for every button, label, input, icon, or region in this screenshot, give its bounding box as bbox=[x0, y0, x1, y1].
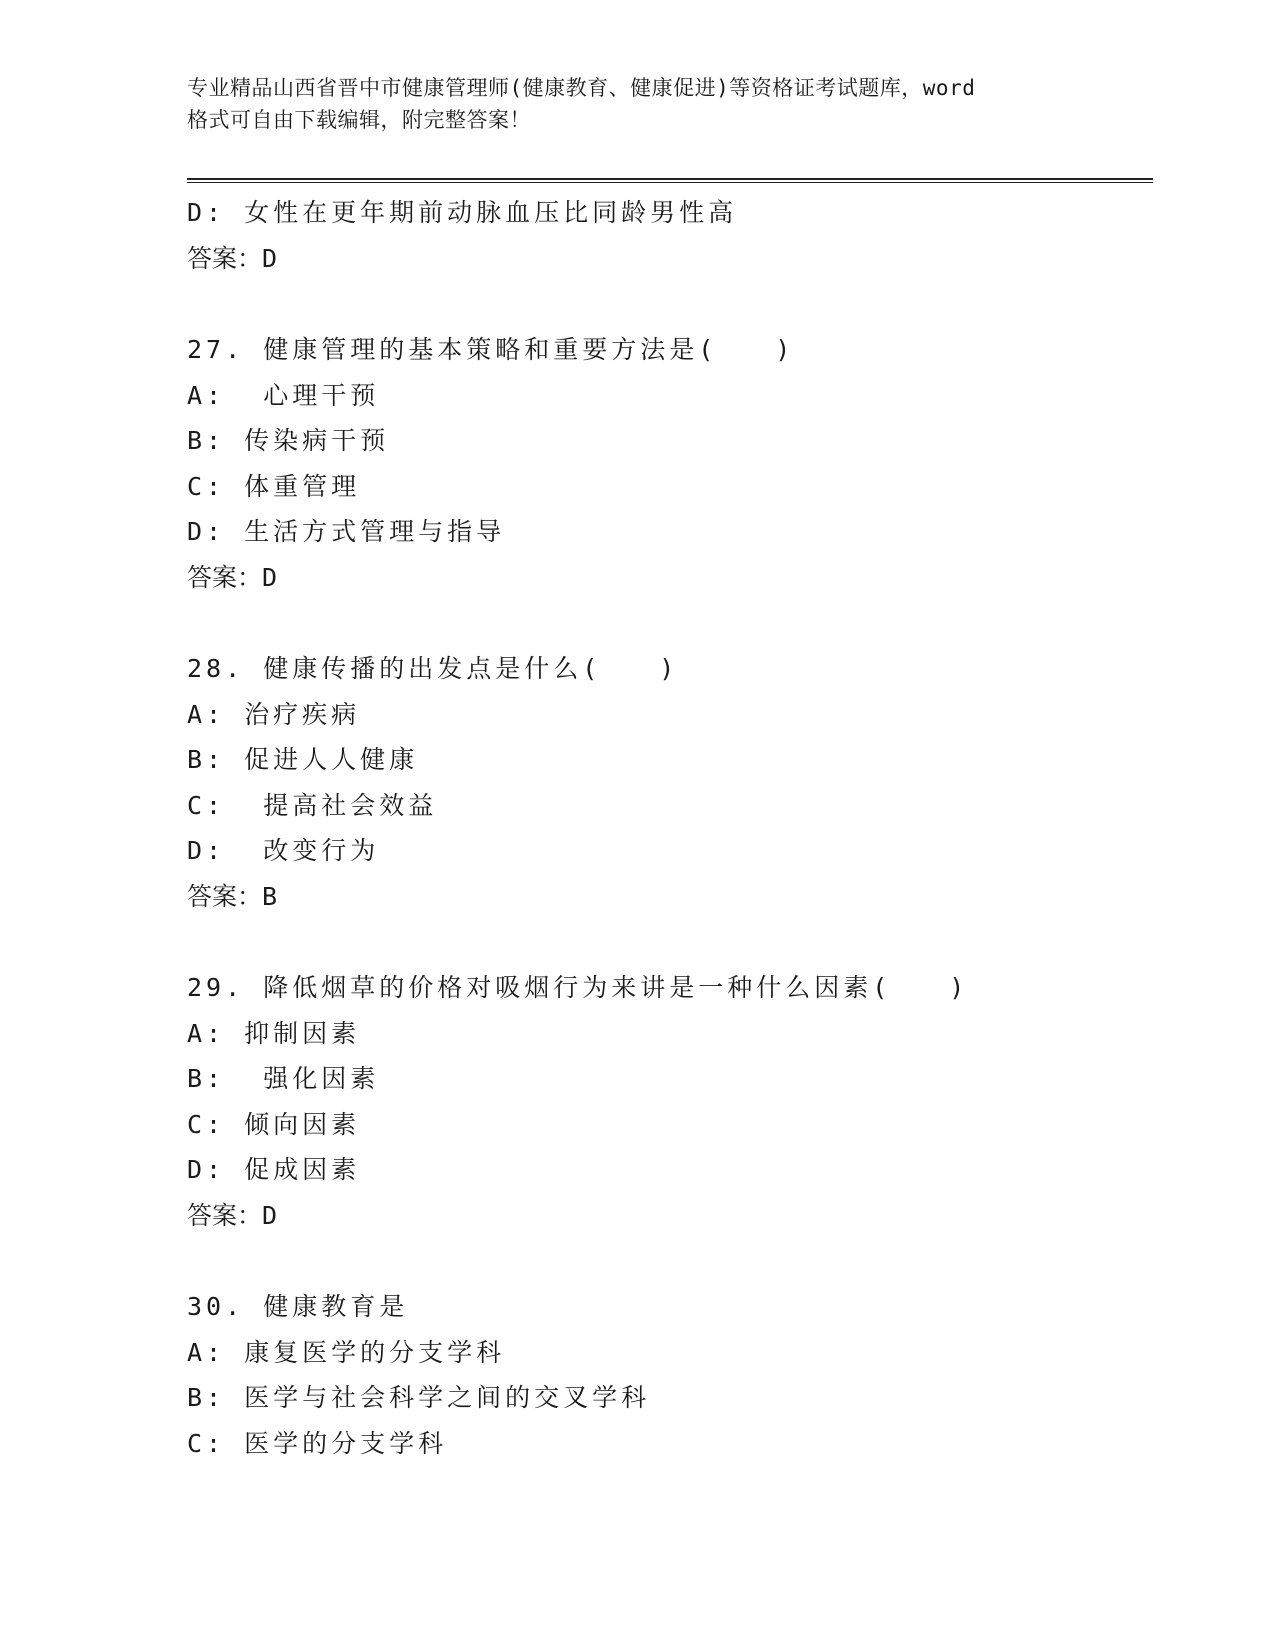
option-b: B: 促进人人健康 bbox=[187, 745, 419, 774]
option-c: C: 医学的分支学科 bbox=[187, 1428, 448, 1458]
option-b: B: 强化因素 bbox=[187, 1064, 380, 1093]
question-stem: 27. 健康管理的基本策略和重要方法是( ) bbox=[187, 335, 795, 364]
question-stem: 30. 健康教育是 bbox=[187, 1292, 409, 1321]
answer-value: D bbox=[262, 1200, 278, 1230]
option-b: B: 医学与社会科学之间的交叉学科 bbox=[187, 1383, 651, 1412]
header-line-2: 格式可自由下载编辑，附完整答案！ bbox=[187, 108, 531, 132]
option-d: D: 改变行为 bbox=[187, 836, 380, 865]
option-d: D: 女性在更年期前动脉血压比同龄男性高 bbox=[187, 198, 738, 227]
answer-line bbox=[187, 236, 1153, 282]
answer-label: 答案： bbox=[187, 881, 263, 911]
question-stem: 28. 健康传播的出发点是什么( ) bbox=[187, 654, 679, 683]
option-d: D: 生活方式管理与指导 bbox=[187, 517, 506, 546]
option-c: C: 体重管理 bbox=[187, 471, 361, 501]
option-a: A: 抑制因素 bbox=[187, 1018, 361, 1048]
option-a: A: 治疗疾病 bbox=[187, 699, 361, 729]
answer-line bbox=[187, 1193, 1153, 1239]
question-block bbox=[187, 1284, 1153, 1466]
question-stem: 29. 降低烟草的价格对吸烟行为来讲是一种什么因素( ) bbox=[187, 973, 969, 1002]
option-c: C: 提高社会效益 bbox=[187, 790, 438, 820]
answer-value: D bbox=[262, 243, 278, 273]
question-block bbox=[187, 965, 1153, 1238]
question-content bbox=[187, 190, 1153, 1466]
header-line-1: 专业精品山西省晋中市健康管理师(健康教育、健康促进)等资格证考试题库，word bbox=[187, 76, 976, 100]
answer-line bbox=[187, 874, 1153, 920]
answer-value: D bbox=[262, 562, 278, 592]
spacer bbox=[187, 919, 1153, 965]
answer-label: 答案： bbox=[187, 562, 263, 592]
question-block bbox=[187, 327, 1153, 600]
question-block bbox=[187, 646, 1153, 919]
option-b: B: 传染病干预 bbox=[187, 426, 390, 455]
option-a: A: 康复医学的分支学科 bbox=[187, 1337, 506, 1367]
spacer bbox=[187, 281, 1153, 327]
option-a: A: 心理干预 bbox=[187, 380, 380, 410]
option-c: C: 倾向因素 bbox=[187, 1109, 361, 1139]
answer-line bbox=[187, 555, 1153, 601]
page-header bbox=[187, 72, 1087, 136]
spacer bbox=[187, 600, 1153, 646]
header-divider bbox=[187, 178, 1153, 183]
answer-label: 答案： bbox=[187, 243, 263, 273]
option-d: D: 促成因素 bbox=[187, 1155, 361, 1184]
answer-label: 答案： bbox=[187, 1200, 263, 1230]
answer-value: B bbox=[262, 881, 278, 911]
spacer bbox=[187, 1238, 1153, 1284]
